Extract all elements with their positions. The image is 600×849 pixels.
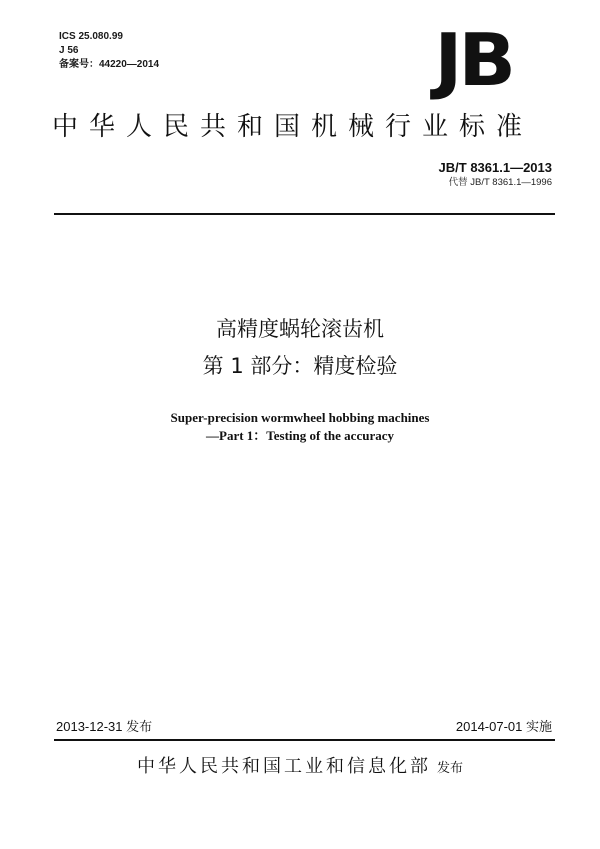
ccs-code: J 56 — [59, 45, 79, 56]
standard-type-title: 中华人民共和国机械行业标准 — [52, 112, 534, 142]
bottom-divider — [54, 739, 555, 741]
top-divider — [54, 213, 555, 215]
issuer-name: 中华人民共和国工业和信息化部 — [136, 756, 431, 777]
chinese-title-line-1: 高精度蜗轮滚齿机 — [216, 317, 384, 341]
ics-code: ICS 25.080.99 — [59, 31, 123, 42]
standard-number: JB/T 8361.1—2013 — [438, 160, 552, 175]
chinese-title-line-2: 第 1 部分：精度检验 — [202, 354, 398, 378]
record-number: 备案号：44220—2014 — [59, 59, 160, 70]
english-title-line-2: —Part 1：Testing of the accuracy — [206, 428, 394, 443]
replaces-standard: 代替 JB/T 8361.1—1996 — [448, 177, 552, 188]
issuer-line — [0, 752, 600, 778]
english-title-line-1: Super-precision wormwheel hobbing machines — [170, 410, 430, 425]
issue-date: 2013-12-31 发布 — [56, 719, 153, 734]
issuer-action: 发布 — [436, 761, 463, 776]
jb-logo: JB — [434, 18, 512, 102]
effective-date: 2014-07-01 实施 — [455, 719, 552, 734]
